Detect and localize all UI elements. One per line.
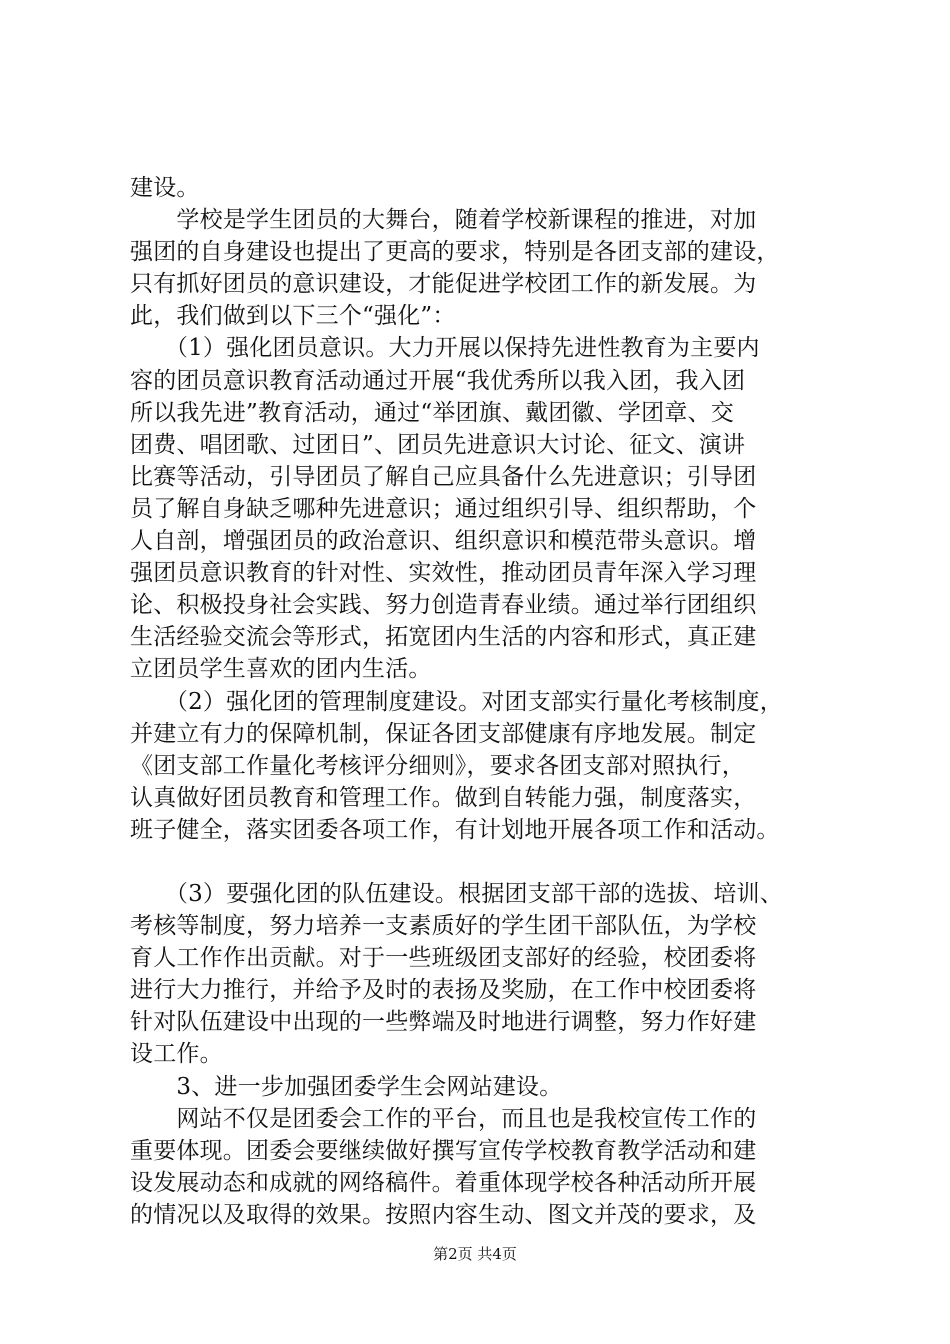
text-line: 强团的自身建设也提出了更高的要求，特别是各团支部的建设，: [130, 239, 780, 266]
text-line: 论、积极投身社会实践、努力创造青春业绩。通过举行团组织: [130, 592, 757, 619]
text-line: 学校是学生团员的大舞台，随着学校新课程的推进，对加: [130, 207, 757, 234]
text-line: 强团员意识教育的针对性、实效性，推动团员青年深入学习理: [130, 560, 757, 587]
text-line: 设发展动态和成就的网络稿件。着重体现学校各种活动所开展: [130, 1169, 757, 1196]
text-line: 《团支部工作量化考核评分细则》，要求各团支部对照执行，: [130, 752, 745, 779]
text-line: （3）要强化团的队伍建设。根据团支部干部的选拔、培训、: [130, 880, 783, 907]
text-line: 容的团员意识教育活动通过开展“我优秀所以我入团，我入团: [130, 367, 746, 394]
text-line: 考核等制度，努力培养一支素质好的学生团干部队伍，为学校: [130, 913, 757, 940]
text-line: 此，我们做到以下三个“强化”：: [130, 303, 456, 330]
text-line: （2）强化团的管理制度建设。对团支部实行量化考核制度，: [130, 688, 783, 715]
text-line: 进行大力推行，并给予及时的表扬及奖励，在工作中校团委将: [130, 977, 757, 1004]
text-line: 并建立有力的保障机制，保证各团支部健康有序地发展。制定: [130, 720, 757, 747]
text-line: 针对队伍建设中出现的一些弊端及时地进行调整，努力作好建: [130, 1009, 757, 1036]
page-footer: 第2页 共4页: [433, 1245, 517, 1263]
text-line: 班子健全，落实团委各项工作，有计划地开展各项工作和活动。: [130, 816, 780, 843]
text-line: 认真做好团员教育和管理工作。做到自转能力强，制度落实，: [130, 784, 757, 811]
text-line: 的情况以及取得的效果。按照内容生动、图文并茂的要求，及: [130, 1201, 757, 1228]
text-line: 比赛等活动，引导团员了解自己应具备什么先进意识；引导团: [130, 463, 757, 490]
text-line: 所以我先进”教育活动，通过“举团旗、戴团徽、学团章、交: [130, 399, 734, 426]
text-line: 员了解自身缺乏哪种先进意识；通过组织引导、组织帮助，个: [130, 495, 757, 522]
text-line: 网站不仅是团委会工作的平台，而且也是我校宣传工作的: [130, 1105, 757, 1132]
text-line: 育人工作作出贡献。对于一些班级团支部好的经验，校团委将: [130, 945, 757, 972]
text-line: 重要体现。团委会要继续做好撰写宣传学校教育教学活动和建: [130, 1137, 757, 1164]
text-line: 设工作。: [130, 1041, 223, 1068]
paragraph-gap: [130, 846, 840, 878]
text-line: 立团员学生喜欢的团内生活。: [130, 656, 432, 683]
text-line: 3、进一步加强团委学生会网站建设。: [130, 1073, 563, 1100]
text-line: （1）强化团员意识。大力开展以保持先进性教育为主要内: [130, 335, 760, 362]
document-body: [130, 172, 840, 1231]
text-line: 建设。: [130, 175, 200, 201]
text-line: 人自剖，增强团员的政治意识、组织意识和模范带头意识。增: [130, 528, 757, 555]
text-line: 团费、唱团歌、过团日”、团员先进意识大讨论、征文、演讲: [130, 431, 746, 458]
text-line: 生活经验交流会等形式，拓宽团内生活的内容和形式，真正建: [130, 624, 757, 651]
text-line: 只有抓好团员的意识建设，才能促进学校团工作的新发展。为: [130, 271, 757, 298]
